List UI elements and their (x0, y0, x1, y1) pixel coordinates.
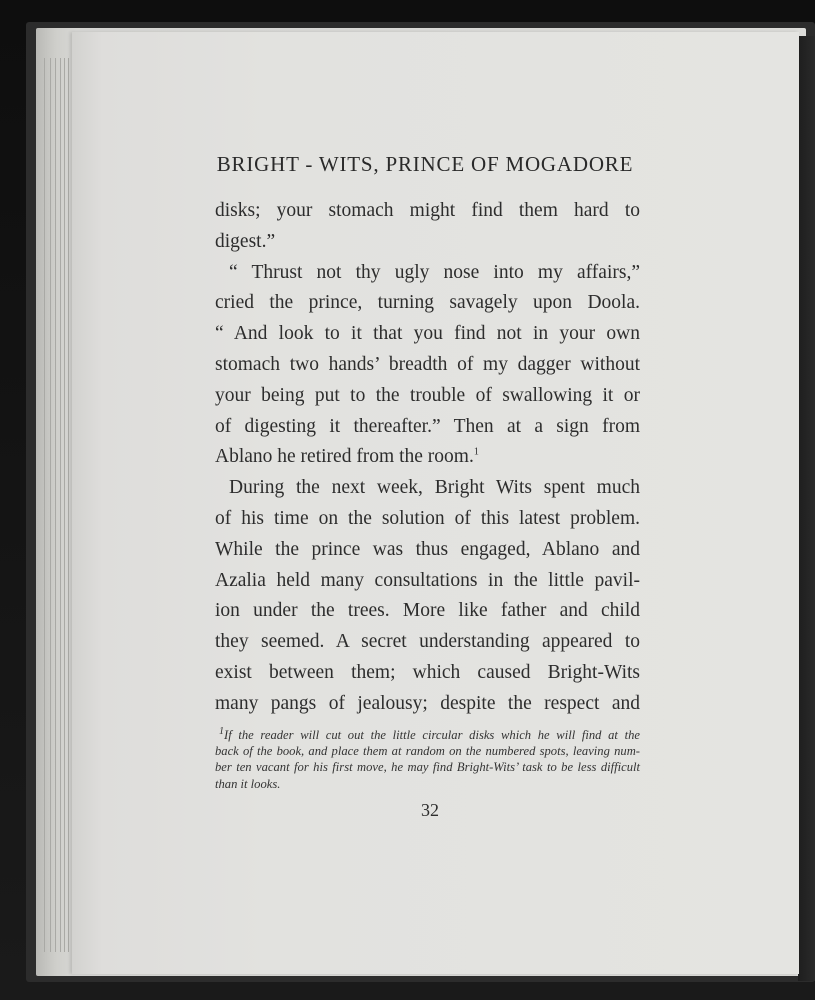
text-line: your being put to the trouble of swallowing it or (215, 384, 640, 406)
footnote-line: ber ten vacant for his first move, he may find Bright-Wits’ task to be less difficult (215, 760, 640, 775)
text-line (215, 442, 640, 473)
text-line: “ Thrust not thy ugly nose into my affairs,” (229, 261, 640, 283)
footnote-line: back of the book, and place them at random on the numbered spots, leaving num- (215, 744, 640, 759)
facing-cover-edge (798, 36, 815, 981)
footnote-marker: 1 (219, 725, 224, 737)
footnote-line (215, 727, 640, 743)
text-line: Azalia held many consultations in the little pavil- (215, 569, 640, 591)
text-line-content: Ablano he retired from the room. (215, 446, 474, 468)
text-line: they seemed. A secret understanding appeared to (215, 631, 640, 653)
footnote-line: than it looks. (215, 776, 281, 791)
text-line: While the prince was thus engaged, Ablano and (215, 538, 640, 560)
body-text (215, 196, 640, 720)
text-line: many pangs of jealousy; despite the respect and (215, 692, 640, 714)
text-line: stomach two hands’ breadth of my dagger without (215, 353, 640, 375)
page-number: 32 (421, 800, 439, 820)
text-line: exist between them; which caused Bright-Wits (215, 661, 640, 683)
text-line: During the next week, Bright Wits spent much (229, 477, 640, 499)
footnote-reference: 1 (473, 446, 479, 458)
text-line: of his time on the solution of this latest problem. (215, 507, 640, 529)
text-line: “ And look to it that you find not in your own (215, 323, 640, 345)
text-line: ion under the trees. More like father and child (215, 600, 640, 622)
footnote-line-content: If the reader will cut out the little circular disks which he will find at the (224, 728, 640, 742)
text-line: of digesting it thereafter.” Then at a sign from (215, 415, 640, 437)
text-line: digest.” (215, 230, 276, 252)
running-head: BRIGHT - WITS, PRINCE OF MOGADORE (216, 152, 634, 176)
footnote (215, 727, 640, 792)
text-line: disks; your stomach might find them hard to (215, 200, 640, 221)
text-line: cried the prince, turning savagely upon Doola. (215, 292, 640, 314)
